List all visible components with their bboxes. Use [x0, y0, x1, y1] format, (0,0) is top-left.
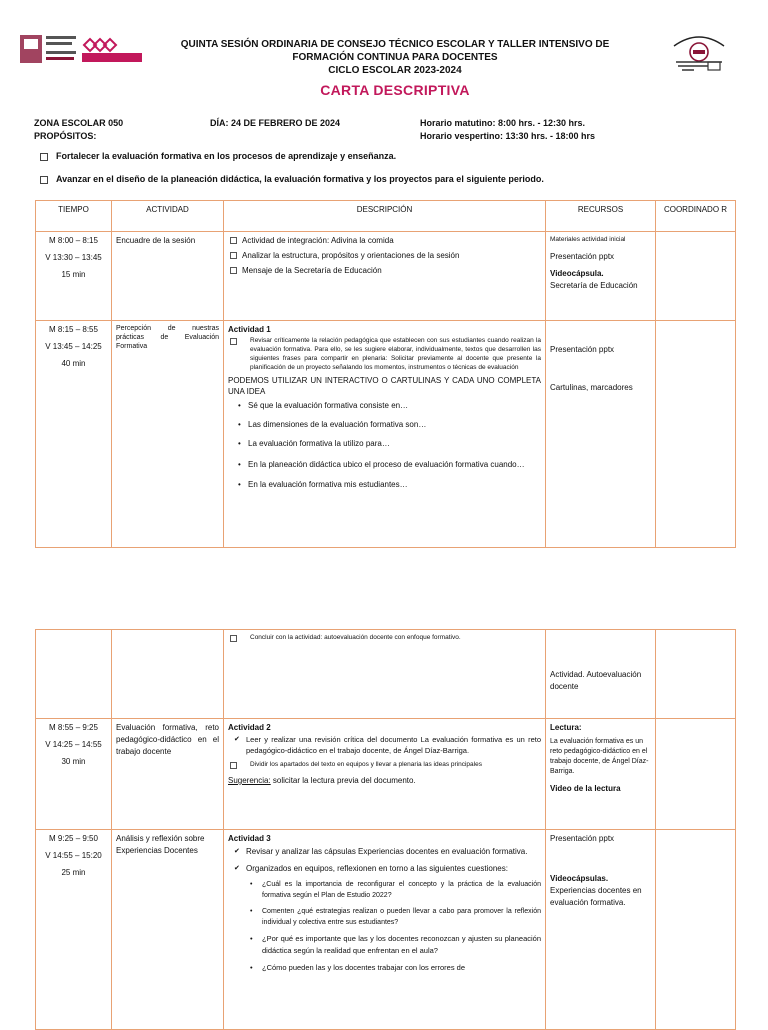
time-cell: [36, 830, 112, 1030]
table-row: [36, 630, 736, 719]
time-cell: [36, 719, 112, 830]
time-evening: V 14:25 – 14:55: [45, 740, 102, 749]
title-line-1: QUINTA SESIÓN ORDINARIA DE CONSEJO TÉCNICO ESCOLAR Y TALLER INTENSIVO DE: [180, 39, 610, 50]
phrase-item: • Las dimensiones de la evaluación formativa son…: [236, 419, 541, 431]
time-evening: V 14:55 – 15:20: [45, 851, 102, 860]
time-cell: [36, 630, 112, 719]
phrase-item: • Sé que la evaluación formativa consiste en…: [236, 400, 541, 412]
desc-item: Concluir con la actividad: autoevaluación docente con enfoque formativo.: [228, 633, 541, 642]
resources-cell: [546, 719, 656, 830]
time-morning: M 8:15 – 8:55: [49, 325, 98, 334]
table-row: [36, 321, 736, 548]
table-header-row: [36, 201, 736, 232]
duration: 15 min: [61, 270, 86, 279]
time-cell: [36, 232, 112, 321]
coordinator-cell: [656, 232, 736, 321]
schedule-table-continued: [35, 629, 736, 1030]
resources-cell: [546, 321, 656, 548]
desc-item: Revisar críticamente la relación pedagógica que establecen con sus estudiantes cuando realizan la evaluación formativa. Para ello, se les sugiere elaborar, individualmente, textos que desarrollen las siguientes frases para compartir en plenaria: Solicitar previamente al docente que presente la planificación de un proyecto señalando los momentos, instrumentos o técnicas de evaluación: [228, 336, 541, 372]
resource-item: Presentación pptx: [550, 834, 615, 843]
activity-cell: Percepción de nuestras prácticas de Evaluación Formativa: [112, 321, 224, 548]
resource-title: Video de la lectura: [550, 784, 621, 793]
desc-item: Mensaje de la Secretaría de Educación: [228, 265, 541, 277]
zone-logo: [668, 30, 730, 76]
title-line-3: CICLO ESCOLAR 2023-2024: [328, 65, 462, 76]
header-coordinador: COORDINADO R: [656, 201, 736, 232]
resource-item: La evaluación formativa es un reto pedagógico-didáctico en el trabajo docente, de Ángel Díaz-Barriga.: [550, 738, 649, 775]
schedule-table: [35, 200, 736, 548]
time-morning: M 9:25 – 9:50: [49, 834, 98, 843]
table-row: [36, 232, 736, 321]
title-line-2: FORMACIÓN CONTINUA PARA DOCENTES: [292, 52, 498, 63]
zona-label: ZONA ESCOLAR 050: [34, 118, 124, 128]
description-cell: [224, 630, 546, 719]
desc-item: Analizar la estructura, propósitos y orientaciones de la sesión: [228, 250, 541, 262]
resources-cell: [546, 232, 656, 321]
desc-item: Dividir los apartados del texto en equipos y llevar a plenaria las ideas principales: [228, 760, 541, 769]
government-logo: [20, 33, 148, 67]
header-descripcion: DESCRIPCIÓN: [224, 201, 546, 232]
phrase-item: • En la evaluación formativa mis estudiantes…: [236, 479, 541, 491]
evening-schedule: Horario vespertino: 13:30 hrs. - 18:00 hrs: [420, 131, 596, 141]
activity-title: Actividad 2: [228, 723, 271, 732]
time-morning: M 8:55 – 9:25: [49, 723, 98, 732]
schedule-info: [420, 117, 595, 143]
suggestion-text: solicitar la lectura previa del documento.: [270, 776, 416, 785]
resource-item: Presentación pptx: [550, 345, 615, 354]
question-item: • ¿Cuál es la importancia de reconfigurar el concepto y la práctica de la evaluación formativa según el Plan de Estudio 2022?: [250, 879, 541, 901]
activity-cell: [112, 630, 224, 719]
header-actividad: ACTIVIDAD: [112, 201, 224, 232]
description-cell: [224, 830, 546, 1030]
resources-cell: [546, 630, 656, 719]
resources-cell: [546, 830, 656, 1030]
activity-cell: Análisis y reflexión sobre Experiencias Docentes: [112, 830, 224, 1030]
table-row: [36, 830, 736, 1030]
desc-item: ✔ Organizados en equipos, reflexionen en torno a las siguientes cuestiones:: [228, 862, 541, 875]
time-morning: M 8:00 – 8:15: [49, 236, 98, 245]
question-item: • Comenten ¿qué estrategias realizan o pueden llevar a cabo para promover la reflexión individual y colectiva entre sus estudiantes?: [250, 906, 541, 928]
activity-cell: Encuadre de la sesión: [112, 232, 224, 321]
suggestion-label: Sugerencia:: [228, 776, 271, 785]
purpose-1: Fortalecer la evaluación formativa en los procesos de aprendizaje y enseñanza.: [56, 151, 397, 161]
duration: 30 min: [61, 757, 86, 766]
time-evening: V 13:30 – 13:45: [45, 253, 102, 262]
activity-cell: Evaluación formativa, reto pedagógico-didáctico en el trabajo docente: [112, 719, 224, 830]
resource-title: Videocápsula.: [550, 269, 604, 278]
resource-item: Experiencias docentes en evaluación formativa.: [550, 886, 642, 907]
activity-title: Actividad 3: [228, 834, 271, 843]
phrase-item: • La evaluación formativa la utilizo para…: [236, 438, 541, 450]
phrase-item: • En la planeación didáctica ubico el proceso de evaluación formativa cuando…: [236, 457, 541, 472]
resource-title: Videocápsulas.: [550, 874, 609, 883]
desc-item: ✔ Revisar y analizar las cápsulas Experiencias docentes en evaluación formativa.: [228, 845, 541, 858]
coordinator-cell: [656, 630, 736, 719]
time-cell: [36, 321, 112, 548]
table-row: [36, 719, 736, 830]
purpose-bullet-icon: [40, 153, 48, 161]
morning-schedule: Horario matutino: 8:00 hrs. - 12:30 hrs.: [420, 118, 586, 128]
purpose-2: Avanzar en el diseño de la planeación didáctica, la evaluación formativa y los proyectos para el siguiente periodo.: [56, 174, 544, 184]
desc-item: ✔ Leer y realizar una revisión crítica del documento La evaluación formativa es un reto pedagógico-didáctico en el trabajo docente, de Ángel Díaz-Barriga.: [228, 734, 541, 756]
page-title: [150, 38, 640, 77]
coordinator-cell: [656, 321, 736, 548]
document-subtitle: CARTA DESCRIPTIVA: [320, 82, 470, 98]
question-item: • ¿Por qué es importante que las y los docentes reconozcan y ajusten su planeación didáctica según la realidad que enfrentan en el aula?: [250, 933, 541, 957]
duration: 25 min: [61, 868, 86, 877]
resource-title: Lectura:: [550, 723, 582, 732]
coordinator-cell: [656, 830, 736, 1030]
zone-info: [34, 117, 123, 143]
resource-item: Secretaría de Educación: [550, 281, 638, 290]
date-label: DÍA: 24 DE FEBRERO DE 2024: [210, 118, 341, 128]
question-item: • ¿Cómo pueden las y los docentes trabajar con los errores de: [250, 962, 541, 974]
coordinator-cell: [656, 719, 736, 830]
time-evening: V 13:45 – 14:25: [45, 342, 102, 351]
resource-item: Actividad. Autoevaluación docente: [550, 670, 642, 691]
resource-note: Materiales actividad inicial: [550, 236, 626, 243]
duration: 40 min: [61, 359, 86, 368]
description-cell: [224, 321, 546, 548]
header-recursos: RECURSOS: [546, 201, 656, 232]
propositos-label: PROPÓSITOS:: [34, 131, 97, 141]
header-tiempo: TIEMPO: [36, 201, 112, 232]
description-cell: [224, 232, 546, 321]
activity-title: Actividad 1: [228, 325, 271, 334]
resource-item: Presentación pptx: [550, 252, 615, 261]
purpose-bullet-icon: [40, 176, 48, 184]
desc-note: PODEMOS UTILIZAR UN INTERACTIVO O CARTULINAS Y CADA UNO COMPLETA UNA IDEA: [228, 376, 541, 396]
resource-item: Cartulinas, marcadores: [550, 383, 633, 392]
desc-item: Actividad de integración: Adivina la comida: [228, 235, 541, 247]
description-cell: [224, 719, 546, 830]
